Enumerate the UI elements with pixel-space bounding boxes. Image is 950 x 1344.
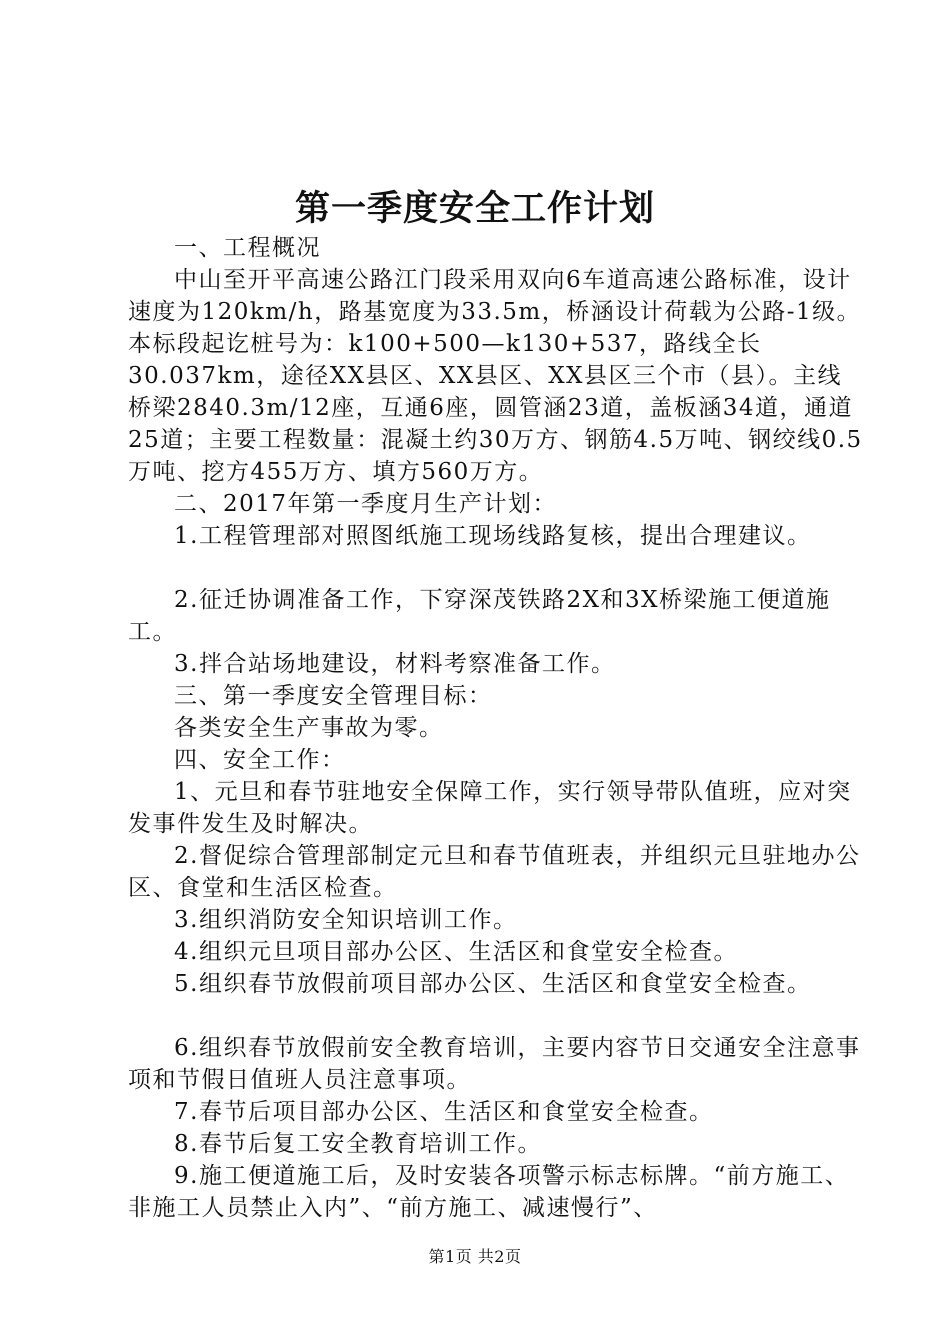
list-item: 1.工程管理部对照图纸施工现场线路复核，提出合理建议。 — [174, 523, 812, 549]
list-item: 5.组织春节放假前项目部办公区、生活区和食堂安全检查。 — [174, 971, 812, 997]
list-item: 8.春节后复工安全教育培训工作。 — [174, 1131, 542, 1157]
paragraph: 中山至开平高速公路江门段采用双向6车道高速公路标准，设计速度为120km/h，路基宽度为33.5m，桥涵设计荷载为公路-1级。本标段起讫桩号为：k100+500—k130+537，路线全长30.037km，途径XX县区、XX县区、XX县区三个市（县）。主线桥梁2840.3m/12座，互通6座，圆管涵23道，盖板涵34道，通道25道；主要工程数量：混凝土约30万方、钢筋4.5万吨、钢绞线0.5万吨、挖方455万方、填方560万方。 — [128, 267, 863, 485]
section-heading: 四、安全工作： — [174, 747, 346, 773]
document-body — [128, 232, 863, 1224]
list-item: 4.组织元旦项目部办公区、生活区和食堂安全检查。 — [174, 939, 738, 965]
list-item: 2.征迁协调准备工作，下穿深茂铁路2X和3X桥梁施工便道施工。 — [128, 587, 831, 645]
list-item: 7.春节后项目部办公区、生活区和食堂安全检查。 — [174, 1099, 714, 1125]
list-item: 2.督促综合管理部制定元旦和春节值班表，并组织元旦驻地办公区、食堂和生活区检查。 — [128, 843, 861, 901]
section-heading: 三、第一季度安全管理目标： — [174, 683, 493, 709]
section-heading: 二、2017年第一季度月生产计划： — [174, 491, 558, 517]
page-footer: 第1页 共2页 — [428, 1247, 522, 1266]
list-item: 1、元旦和春节驻地安全保障工作，实行领导带队值班，应对突发事件发生及时解决。 — [128, 779, 852, 837]
list-item: 3.拌合站场地建设，材料考察准备工作。 — [174, 651, 616, 677]
document-title: 第一季度安全工作计划 — [294, 188, 655, 229]
list-item: 6.组织春节放假前安全教育培训，主要内容节日交通安全注意事项和节假日值班人员注意事项。 — [128, 1035, 861, 1093]
section-heading: 一、工程概况 — [174, 235, 321, 261]
paragraph: 各类安全生产事故为零。 — [174, 715, 444, 741]
list-item: 9.施工便道施工后，及时安装各项警示标志标牌。“前方施工、非施工人员禁止入内”、“前方施工、减速慢行”、 — [128, 1163, 850, 1221]
list-item: 3.组织消防安全知识培训工作。 — [174, 907, 518, 933]
